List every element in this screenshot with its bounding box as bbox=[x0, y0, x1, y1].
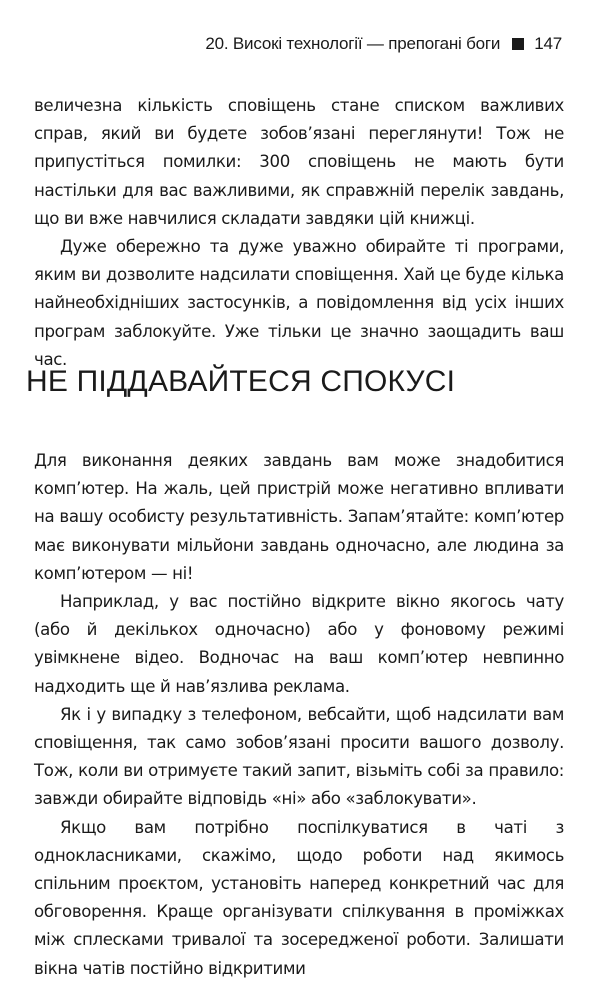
running-header bbox=[205, 34, 562, 54]
text-block-top bbox=[34, 92, 564, 374]
paragraph: Для виконання деяких завдань вам може знадобитися комп’ютер. На жаль, цей пристрій може негативно впливати на вашу особисту результативність. Запам’ятайте: комп’ютер має виконувати мільйони завдань одночасно, але людина за комп’ютером — ні! bbox=[34, 451, 564, 583]
paragraph: Якщо вам потрібно поспілкуватися в чаті з однокласниками, скажімо, щодо роботи над якимось спільним проєктом, установіть наперед конкретний час для обговорення. Краще організувати спілкування в проміжках між сплесками тривалої та зосередженої роботи. Залишати вікна чатів постійно відкритими bbox=[34, 817, 564, 978]
square-bullet-icon bbox=[512, 38, 524, 50]
chapter-title: 20. Високі технології — препогані боги bbox=[205, 34, 501, 53]
paragraph: Наприклад, у вас постійно відкрите вікно якогось чату (або й декількох одночасно) або у фоновому режимі увімкнене відео. Водночас на ваш комп’ютер невпинно надходить ще й нав’язлива реклама. bbox=[34, 592, 564, 696]
section-heading: НЕ ПІДДАВАЙТЕСЯ СПОКУСІ bbox=[26, 365, 456, 398]
paragraph: Дуже обережно та дуже уважно обирайте ті програми, яким ви дозволите надсилати сповіщення. Хай це буде кілька найнеобхідніших застосунків, а повідомлення від усіх інших програм заблокуйте. Уже тільки це значно заощадить ваш час. bbox=[34, 237, 564, 369]
paragraph: Як і у випадку з телефоном, вебсайти, щоб надсилати вам сповіщення, так само зобов’язані просити вашого дозволу. Тож, коли ви отримуєте такий запит, візьміть собі за правило: завжди обирайте відповідь «ні» або «заблокувати». bbox=[34, 704, 564, 809]
paragraph: величезна кількість сповіщень стане списком важливих справ, який ви будете зобов’язані переглянути! Тож не припустіться помилки: 300 сповіщень не мають бути настільки для вас важливими, як справжній перелік завдань, що ви вже навчилися складати завдяки цій книжці. bbox=[34, 96, 564, 228]
text-block-bottom bbox=[34, 447, 564, 983]
page-number: 147 bbox=[534, 34, 562, 53]
